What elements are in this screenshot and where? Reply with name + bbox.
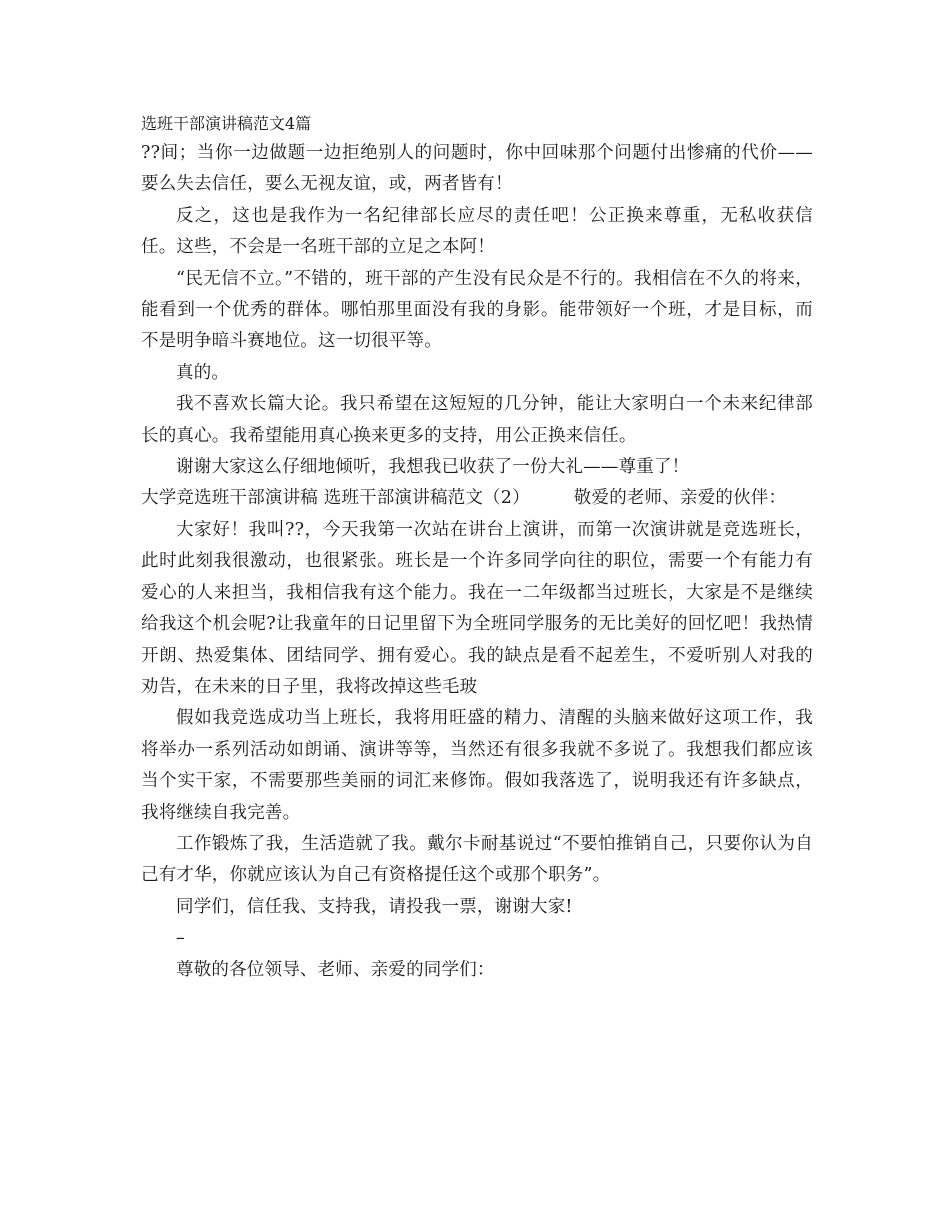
section-heading: [141, 483, 813, 514]
paragraph-10: 同学们，信任我、支持我，请投我一票，谢谢大家!: [176, 896, 573, 917]
paragraph-6: 谢谢大家这么仔细地倾听，我想我已收获了一份大礼——尊重了！: [176, 457, 690, 478]
separator-dash: –: [176, 928, 185, 949]
paragraph-3: “民无信不立。”不错的，班干部的产生没有民众是不行的。我相信在不久的将来，能看到一个优秀的群体。哪怕那里面没有我的身影。能带领好一个班，才是目标，而不是明争暗斗赛地位。这一切很平等。: [141, 268, 813, 352]
paragraph-9: 工作锻炼了我，生活造就了我。戴尔卡耐基说过“不要怕推销自己，只要你认为自己有才华，你就应该认为自己有资格提任这个或那个职务”。: [141, 833, 813, 886]
document-title: 选班干部演讲稿范文4篇: [141, 114, 312, 133]
closing-salutation: 尊敬的各位领导、老师、亲爱的同学们：: [176, 959, 495, 980]
paragraph-8: 假如我竞选成功当上班长，我将用旺盛的精力、清醒的头脑来做好这项工作，我将举办一系列活动如朗诵、演讲等等，当然还有很多我就不多说了。我想我们都应该当个实干家，不需要那些美丽的词汇来修饰。假如我落选了，说明我还有许多缺点，我将继续自我完善。: [141, 708, 813, 823]
paragraph-7: 大家好！我叫??，今天我第一次站在讲台上演讲，而第一次演讲就是竞选班长，此时此刻我很激动，也很紧张。班长是一个许多同学向往的职位，需要一个有能力有爱心的人来担当，我相信我有这个能力。我在一二年级都当过班长，大家是不是继续给我这个机会呢?让我童年的日记里留下为全班同学服务的无比美好的回忆吧！我热情开朗、热爱集体、团结同学、拥有爱心。我的缺点是看不起差生，不爱听别人对我的劝告，在未来的日子里，我将改掉这些毛玻: [141, 519, 813, 697]
section-heading-title: 大学竞选班干部演讲稿 选班干部演讲稿范文（2）: [141, 488, 530, 509]
paragraph-5: 我不喜欢长篇大论。我只希望在这短短的几分钟，能让大家明白一个未来纪律部长的真心。我希望能用真心换来更多的支持，用公正换来信任。: [141, 394, 813, 446]
document-page: [141, 112, 813, 986]
section-heading-salutation: 敬爱的老师、亲爱的伙伴：: [573, 488, 787, 509]
paragraph-4: 真的。: [176, 362, 230, 383]
paragraph-2: 反之，这也是我作为一名纪律部长应尽的责任吧！公正换来尊重，无私收获信任。这些，不会是一名班干部的立足之本阿！: [141, 205, 813, 258]
paragraph-1: ??间；当你一边做题一边拒绝别人的问题时，你中回味那个问题付出惨痛的代价——要么失去信任，要么无视友谊，或，两者皆有！: [141, 143, 813, 195]
